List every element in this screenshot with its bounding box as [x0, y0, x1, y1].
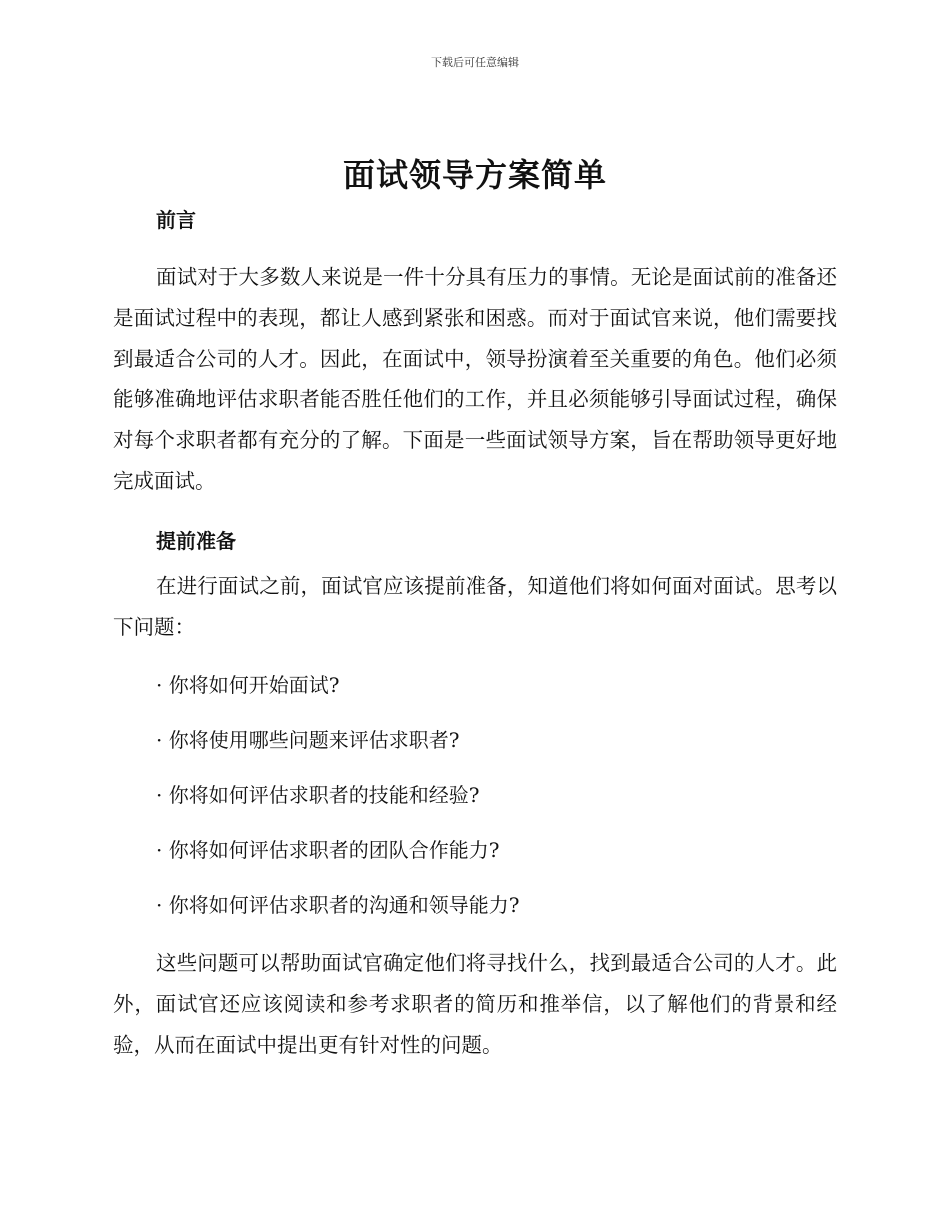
preparation-paragraph: 在进行面试之前，面试官应该提前准备，知道他们将如何面对面试。思考以下问题：	[113, 573, 837, 639]
list-item: · 你将如何评估求职者的沟通和领导能力?	[156, 893, 520, 918]
document-title: 面试领导方案简单	[342, 156, 607, 194]
document-body	[113, 203, 837, 1066]
list-item: · 你将如何评估求职者的技能和经验?	[156, 783, 480, 808]
closing-paragraph: 这些问题可以帮助面试官确定他们将寻找什么，找到最适合公司的人才。此外，面试官还应该阅读和参考求职者的简历和推举信，以了解他们的背景和经验，从而在面试中提出更有针对性的问题。	[113, 951, 837, 1057]
list-item: · 你将如何评估求职者的团队合作能力?	[156, 838, 500, 863]
intro-paragraph: 面试对于大多数人来说是一件十分具有压力的事情。无论是面试前的准备还是面试过程中的表现，都让人感到紧张和困惑。而对于面试官来说，他们需要找到最适合公司的人才。因此，在面试中，领导扮演着至关重要的角色。他们必须能够准确地评估求职者能否胜任他们的工作，并且必须能够引导面试过程，确保对每个求职者都有充分的了解。下面是一些面试领导方案，旨在帮助领导更好地完成面试。	[113, 265, 837, 493]
list-item: · 你将使用哪些问题来评估求职者?	[156, 728, 460, 753]
section-heading-intro: 前言	[156, 208, 196, 232]
list-item: · 你将如何开始面试?	[156, 673, 340, 698]
section-heading-preparation: 提前准备	[156, 528, 236, 553]
header-note: 下载后可任意编辑	[431, 56, 519, 69]
